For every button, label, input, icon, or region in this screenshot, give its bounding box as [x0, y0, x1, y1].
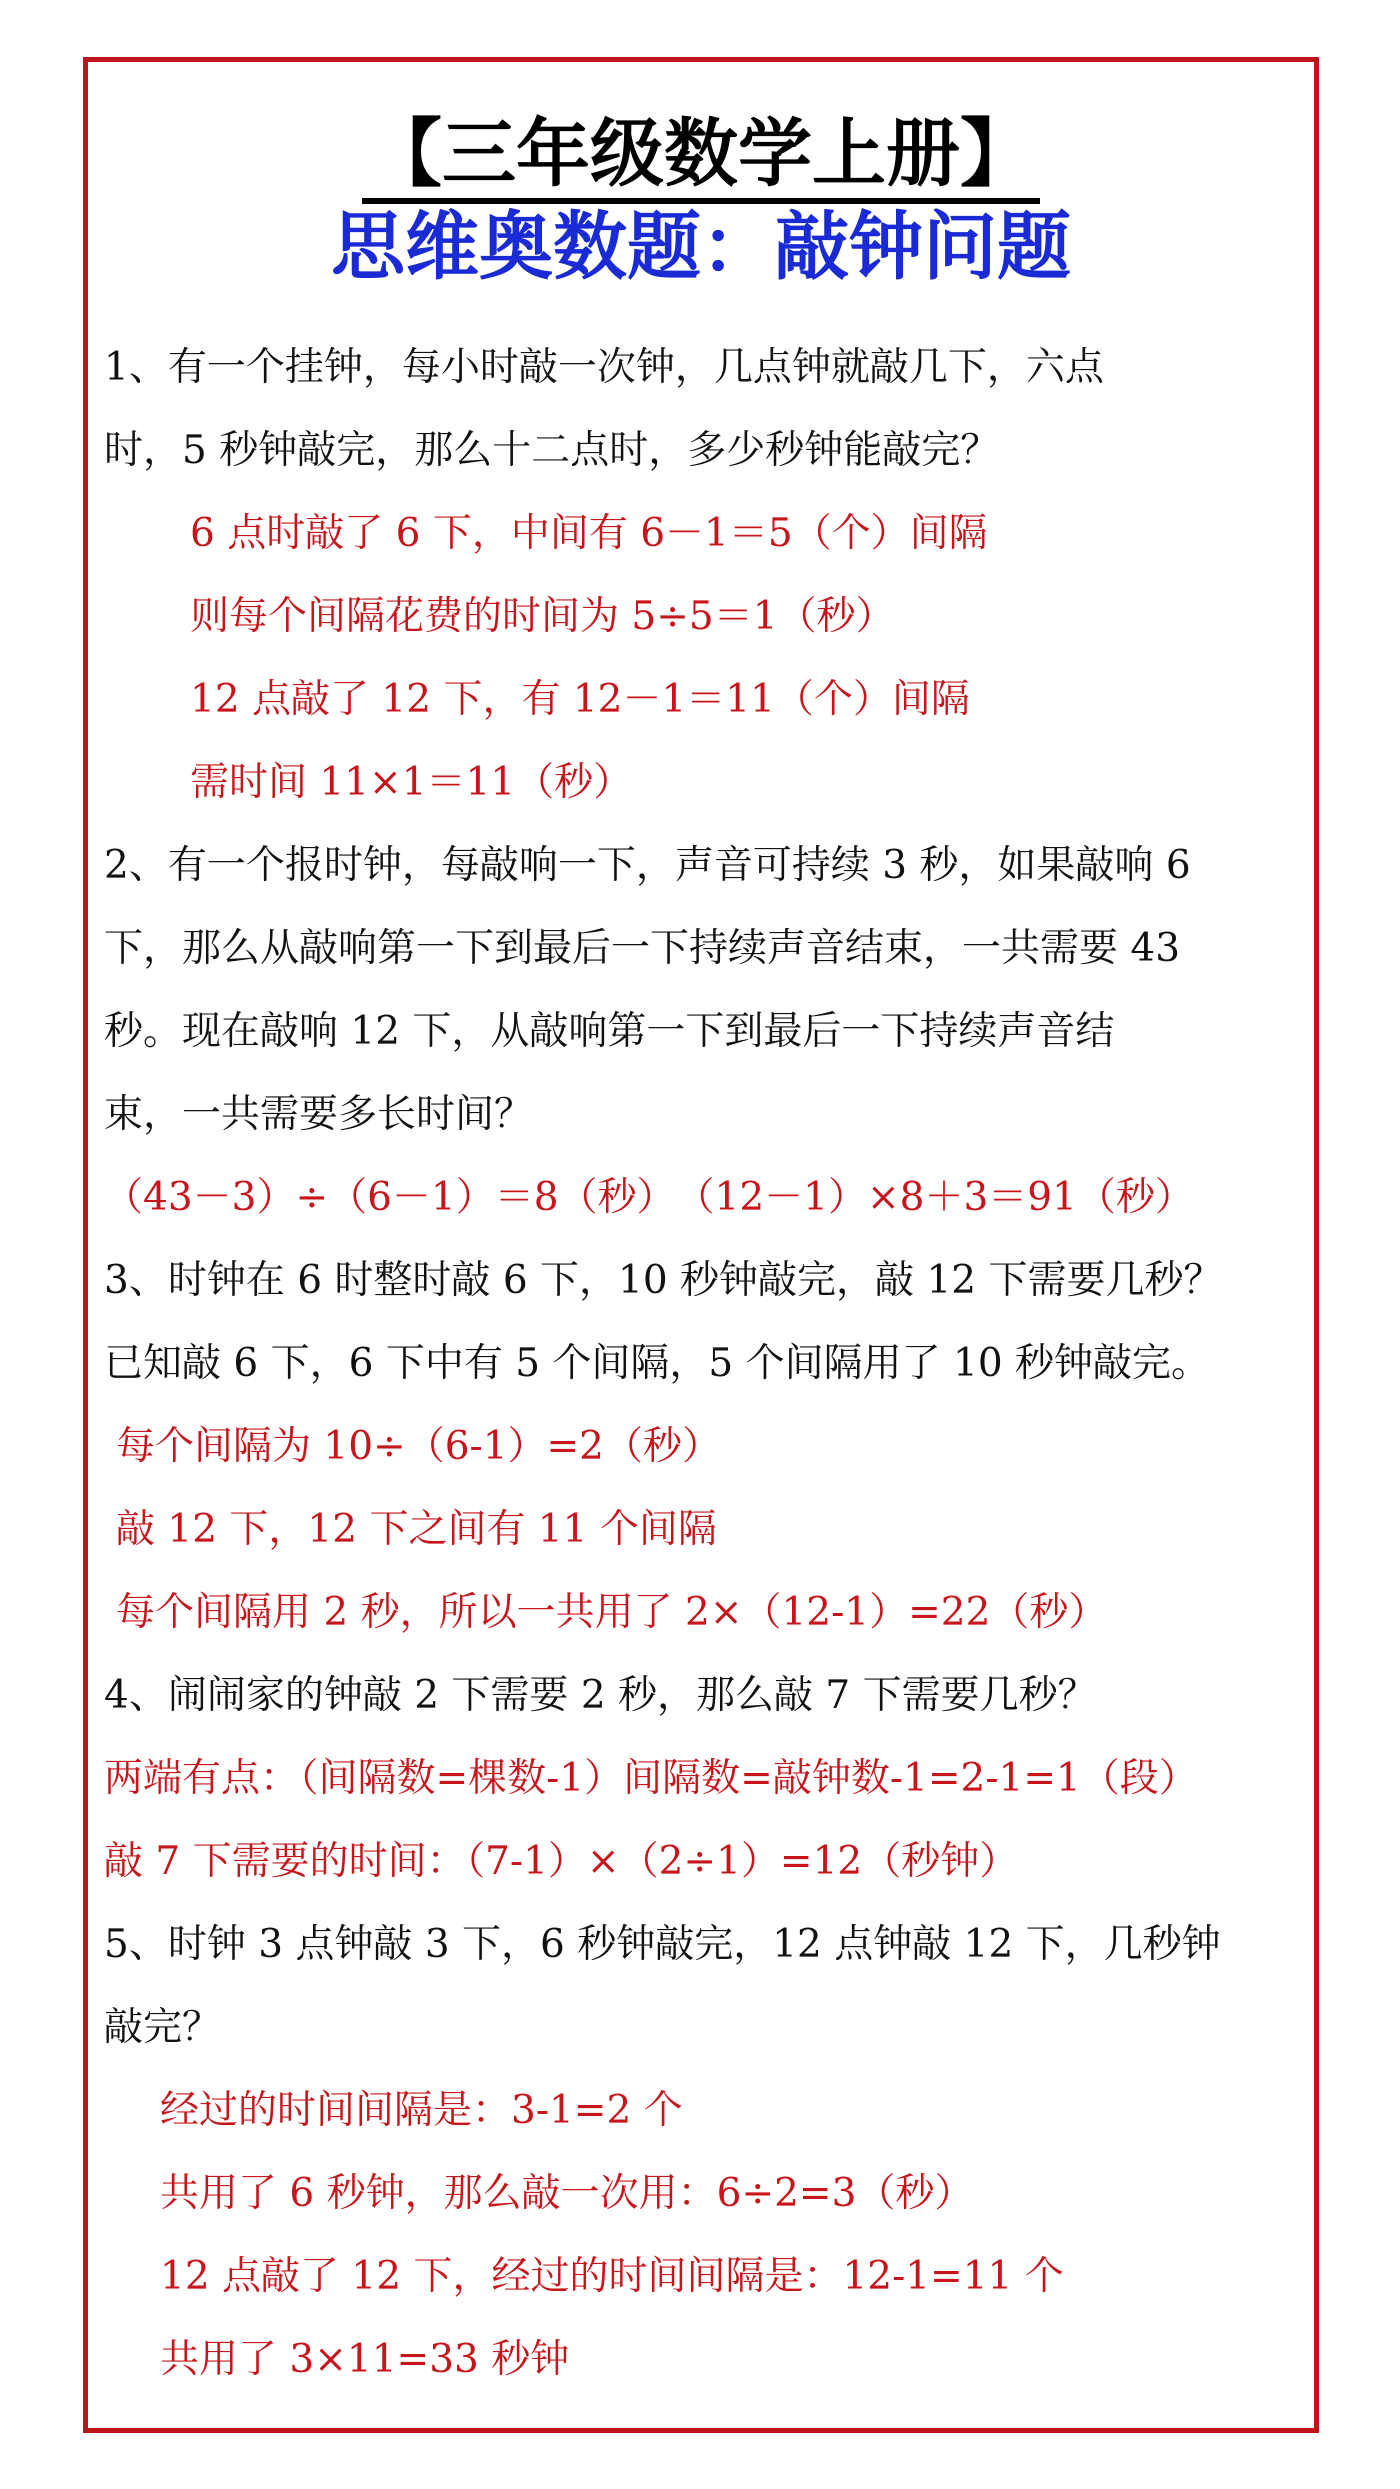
problem-5-question-line-2: 敲完？ — [104, 2005, 222, 2050]
problem-1-answer-line-1: 6 点时敲了 6 下，中间有 6－1＝5（个）间隔 — [190, 511, 988, 556]
problem-3-answer-line-3: 每个间隔用 2 秒，所以一共用了 2×（12-1）=22（秒） — [116, 1590, 1108, 1635]
page-title-text: 【三年级数学上册】 — [362, 112, 1040, 204]
problem-3-answer-line-1: 每个间隔为 10÷（6-1）=2（秒） — [116, 1424, 721, 1469]
problem-1-question-line-1: 1、有一个挂钟，每小时敲一次钟，几点钟就敲几下，六点 — [104, 345, 1104, 390]
problem-1-answer-line-3: 12 点敲了 12 下，有 12－1＝11（个）间隔 — [190, 677, 970, 722]
page-subtitle: 思维奥数题：敲钟问题 — [331, 204, 1071, 290]
problem-5-question-line-1: 5、时钟 3 点钟敲 3 下，6 秒钟敲完，12 点钟敲 12 下，几秒钟 — [104, 1922, 1221, 1967]
problem-4-answer-line-1: 两端有点：（间隔数=棵数-1）间隔数=敲钟数-1=2-1=1（段） — [104, 1756, 1198, 1801]
problem-1-question-line-2: 时，5 秒钟敲完，那么十二点时，多少秒钟能敲完？ — [104, 428, 1000, 473]
problem-4-answer-line-2: 敲 7 下需要的时间：（7-1）×（2÷1）=12（秒钟） — [104, 1839, 1019, 1884]
problem-3-answer-line-2: 敲 12 下，12 下之间有 11 个间隔 — [116, 1507, 717, 1552]
problem-3-question-line-1: 3、时钟在 6 时整时敲 6 下，10 秒钟敲完，敲 12 下需要几秒？ — [104, 1258, 1223, 1303]
problem-2-question-line-2: 下，那么从敲响第一下到最后一下持续声音结束，一共需要 43 — [104, 926, 1181, 971]
problem-5-answer-line-3: 12 点敲了 12 下，经过的时间间隔是：12-1=11 个 — [160, 2254, 1064, 2299]
worksheet-border — [83, 57, 1319, 2433]
page-title — [88, 112, 1314, 204]
problem-2-question-line-4: 束，一共需要多长时间？ — [104, 1092, 534, 1137]
problem-3-question-line-2: 已知敲 6 下，6 下中有 5 个间隔，5 个间隔用了 10 秒钟敲完。 — [104, 1341, 1211, 1386]
problem-2-question-line-3: 秒。现在敲响 12 下，从敲响第一下到最后一下持续声音结 — [104, 1009, 1115, 1054]
problem-2-question-line-1: 2、有一个报时钟，每敲响一下，声音可持续 3 秒，如果敲响 6 — [104, 843, 1191, 888]
problem-5-answer-line-2: 共用了 6 秒钟，那么敲一次用：6÷2=3（秒） — [160, 2171, 974, 2216]
problem-1-answer-line-2: 则每个间隔花费的时间为 5÷5＝1（秒） — [190, 594, 895, 639]
problem-5-answer-line-1: 经过的时间间隔是：3-1=2 个 — [160, 2088, 683, 2133]
problem-1-answer-line-4: 需时间 11×1＝11（秒） — [190, 760, 633, 805]
problem-5-answer-line-4: 共用了 3×11=33 秒钟 — [160, 2337, 570, 2382]
problem-2-answer-line-1: （43－3）÷（6－1）＝8（秒） （12－1）×8＋3＝91（秒） — [104, 1175, 1194, 1220]
problem-4-question-line-1: 4、闹闹家的钟敲 2 下需要 2 秒，那么敲 7 下需要几秒？ — [104, 1673, 1097, 1718]
